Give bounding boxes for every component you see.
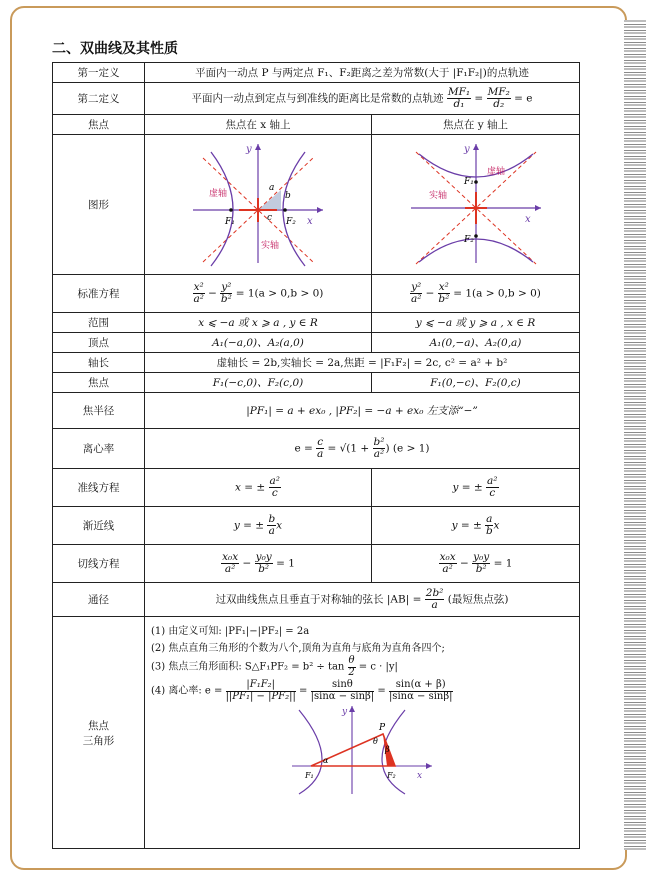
focus-f2-dot xyxy=(283,208,287,212)
def1-text: 平面内一动点 P 与两定点 F₁、F₂距离之差为常数(大于 |F₁F₂|)的点轨迹 xyxy=(145,63,580,83)
row-foci-pos xyxy=(53,115,580,135)
vertex-y: A₁(0,−a)、A₂(0,a) xyxy=(372,333,580,353)
label-ft-x: x xyxy=(417,771,423,781)
row-focal-radius xyxy=(53,393,580,429)
label-alpha: α xyxy=(323,756,329,765)
row-axis xyxy=(53,353,580,373)
hyperbola-table xyxy=(52,62,580,849)
label-f2-y: F₂ xyxy=(463,235,474,245)
axis-text: 虚轴长 = 2b,实轴长 = 2a,焦距 = |F₁F₂| = 2c, c² = a² + b² xyxy=(145,353,580,373)
label-ft-y: y xyxy=(342,707,348,717)
tangent-x: $\frac{\text{x₀x}}{\text{a²}}$ − $\frac{\text{y₀y}}{\text{b²}}$ = 1 xyxy=(145,545,372,583)
latus-text: 过双曲线焦点且垂直于对称轴的弦长 |AB| = $\frac{\text{2b²}}{a}$ (最短焦点弦) xyxy=(145,583,580,617)
focus-f1-dot-y xyxy=(474,180,478,184)
def2-frac1: $\frac{\text{MF₁}}{\text{d₁}}$ xyxy=(447,85,471,110)
directrix-x: x = ± $\frac{\text{a²}}{c}$ xyxy=(145,469,372,507)
row-def2 xyxy=(53,83,580,115)
ft-p3: (3) 焦点三角形面积: S△F₁PF₂ = b² ÷ tan $\frac{\theta}{2}$ = c · |y| xyxy=(151,655,398,678)
foci-y: F₁(0,−c)、F₂(0,c) xyxy=(372,373,580,393)
label-latus: 通径 xyxy=(53,583,145,617)
label-f1-y: F₁ xyxy=(463,177,474,187)
standard-y: $\frac{\text{y²}}{\text{a²}}$ − $\frac{\text{x²}}{\text{b²}}$ = 1(a > 0,b > 0) xyxy=(372,275,580,313)
label-real-x: 实轴 xyxy=(261,241,280,251)
asymptote-y: y = ± $\frac{a}{b}$ x xyxy=(372,507,580,545)
row-directrix xyxy=(53,469,580,507)
label-directrix: 准线方程 xyxy=(53,469,145,507)
label-focal-radius: 焦半径 xyxy=(53,393,145,429)
label-ft-f1: F₁ xyxy=(305,771,314,780)
directrix-y: y = ± $\frac{\text{a²}}{c}$ xyxy=(372,469,580,507)
label-real-y: 实轴 xyxy=(428,191,447,201)
label-yaxis-x: y xyxy=(246,144,252,155)
label-virtual-x: 虚轴 xyxy=(209,189,228,199)
foci-pos-y: 焦点在 y 轴上 xyxy=(372,115,580,135)
focal-triangle-cell xyxy=(145,617,580,849)
label-yaxis-y: y xyxy=(463,144,470,155)
def2-text: 平面内一动点到定点与到准线的距离比是常数的点轨迹 xyxy=(191,92,444,105)
label-foci: 焦点 xyxy=(53,373,145,393)
x-axis-arrow xyxy=(317,207,323,213)
label-xaxis-y: x xyxy=(524,214,531,225)
row-def1 xyxy=(53,63,580,83)
label-def2: 第二定义 xyxy=(53,83,145,115)
ft-p4: (4) 离心率: e = $\frac{\text{|F₁F₂|}}{\text{||PF₁| − |PF₂||}}$ = $\frac{\sin\theta}{|\sin\alpha - \sin\beta|}$ = $\frac{\sin(\alpha + \beta)}{|\sin\alpha - \sin\beta|}$ xyxy=(151,679,453,702)
label-xaxis-x: x xyxy=(307,216,313,227)
hyperbola-x-figure xyxy=(183,138,333,268)
graph-y-cell xyxy=(372,135,580,275)
label-axis: 轴长 xyxy=(53,353,145,373)
label-ft-f2: F₂ xyxy=(387,771,396,780)
label-f2-x: F₂ xyxy=(286,217,296,227)
def2-cell: 平面内一动点到定点与到准线的距离比是常数的点轨迹 $\frac{\text{MF₁}}{\text{d₁}}$ = $\frac{\text{MF₂}}{\text{d₂}}$ = e xyxy=(145,83,580,115)
label-f1-x: F₁ xyxy=(225,217,235,227)
label-tangent: 切线方程 xyxy=(53,545,145,583)
ft-p1: (1) 由定义可知: |PF₁|−|PF₂| = 2a xyxy=(151,626,310,637)
label-vertex: 顶点 xyxy=(53,333,145,353)
focus-f2-dot-y xyxy=(474,234,478,238)
hyperbola-y-figure xyxy=(401,138,551,268)
row-standard xyxy=(53,275,580,313)
label-theta: θ xyxy=(373,737,378,746)
standard-x: $\frac{\text{x²}}{\text{a²}}$ − $\frac{\text{y²}}{\text{b²}}$ = 1(a > 0,b > 0) xyxy=(145,275,372,313)
label-range: 范围 xyxy=(53,313,145,333)
row-vertex xyxy=(53,333,580,353)
label-b: b xyxy=(285,191,291,201)
label-standard: 标准方程 xyxy=(53,275,145,313)
ft-p2: (2) 焦点直角三角形的个数为八个,顶角为直角与底角为直角各四个; xyxy=(151,643,445,654)
foci-pos-x: 焦点在 x 轴上 xyxy=(145,115,372,135)
range-y: y ⩽ −a 或 y ⩾ a , x ∈ R xyxy=(372,313,580,333)
abc-triangle xyxy=(258,190,281,210)
graph-x-cell xyxy=(145,135,372,275)
label-P: P xyxy=(379,723,386,733)
tangent-y: $\frac{\text{x₀x}}{\text{a²}}$ − $\frac{\text{y₀y}}{\text{b²}}$ = 1 xyxy=(372,545,580,583)
label-virtual-y: 虚轴 xyxy=(486,167,505,177)
def2-e: = e xyxy=(514,92,533,105)
label-def1: 第一定义 xyxy=(53,63,145,83)
row-latus xyxy=(53,583,580,617)
def2-frac2: $\frac{\text{MF₂}}{\text{d₂}}$ xyxy=(487,85,510,110)
y-axis-arrow xyxy=(255,144,261,150)
focal-radius-text: |PF₁| = a + ex₀ , |PF₂| = −a + ex₀ 左支添“−” xyxy=(145,393,580,429)
row-graph xyxy=(53,135,580,275)
focal-triangle-figure xyxy=(287,704,437,796)
row-range xyxy=(53,313,580,333)
label-beta: β xyxy=(385,745,390,754)
label-eccentricity: 离心率 xyxy=(53,429,145,469)
row-focal-triangle xyxy=(53,617,580,849)
eccentricity-formula: e = $\frac{c}{a}$ = √(1 + $\frac{\text{b²}}{\text{a²}}$ ) (e > 1) xyxy=(145,429,580,469)
row-tangent xyxy=(53,545,580,583)
y-axis-arrow-y xyxy=(473,144,479,150)
ft-left-branch xyxy=(299,710,322,794)
label-a: a xyxy=(269,183,275,193)
label-c: c xyxy=(267,213,273,223)
row-eccentricity xyxy=(53,429,580,469)
asymptote-x: y = ± $\frac{b}{a}$ x xyxy=(145,507,372,545)
foci-x: F₁(−c,0)、F₂(c,0) xyxy=(145,373,372,393)
section-title: 二、双曲线及其性质 xyxy=(52,41,178,57)
x-axis-arrow-y xyxy=(535,205,541,211)
label-foci-pos: 焦点 xyxy=(53,115,145,135)
focus-f1-dot xyxy=(229,208,233,212)
label-graph: 图形 xyxy=(53,135,145,275)
label-focal-triangle: 焦点 三角形 xyxy=(53,617,145,849)
range-x: x ⩽ −a 或 x ⩾ a , y ∈ R xyxy=(145,313,372,333)
row-asymptote xyxy=(53,507,580,545)
label-asymptote: 渐近线 xyxy=(53,507,145,545)
spiral-binding xyxy=(624,20,646,850)
row-foci xyxy=(53,373,580,393)
vertex-x: A₁(−a,0)、A₂(a,0) xyxy=(145,333,372,353)
